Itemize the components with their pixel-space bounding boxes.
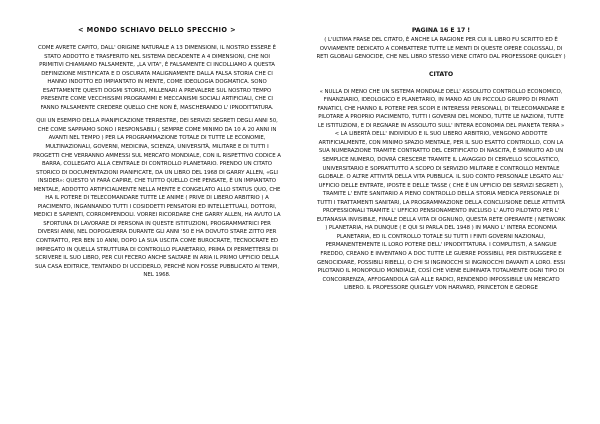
- intro-paragraph: ( L'ULTIMA FRASE DEL CITATO, È ANCHE LA RAGIONE PER CUI IL LIBRO FU SCRITTO ED È OVVIAMENTE DEDICATO A COMBATTERE TUTTE LE MENTI DI QUESTE OPERE COLOSSALI, DI RETI GLOBALI GENOCIDE, CHE NEL LIBRO STESSO VIENE CITATO DAL PROFESSORE QUIGLEY ): [316, 37, 566, 61]
- page-reference-heading: PAGINA 16 E 17 !: [411, 27, 471, 34]
- quote-paragraph: « NULLA DI MENO CHE UN SISTEMA MONDIALE DELL' ASSOLUTO CONTROLLO ECONOMICO, FINANZIARIO, IDEOLOGICO E PLANETARIO, IN MANO AD UN PICCOLO GRUPPO DI PRIVATI FANATICI, CHE HANNO IL POTERE PER SCOPI E INTERESSI PERSONALI, DI TELECOMANDARE E PILOTARE A PROPRIO PIACIMENTO, TUTTI I GOVERNI DEL MONDO, TUTTE LE NAZIONI, TUTTE LE ISTITUZIONI, E DI REGNARE IN ASSOLUTO SULL' INTERA ECONOMIA DEL PIANETA TERRA » < LA LIBERTÀ DELL' INDIVIDUO E IL SUO LIBERO ARBITRIO, VENGONO ADDOTTE ARTIFICIALMENTE, CON MINIMO SPAZIO MENTALE, PER IL SUO ESATTO CONTROLLO, CON LA SUA NUMERAZIONE TRAMITE CONTRATTO DEL CERTIFICATO DI NASCITA, È SMINUITO AD UN SEMPLICE NUMERO, DOVRÀ CRESCERE TRAMITE IL LAVAGGIO DI CERVELLO SCOLASTICO, UNIVERSITARIO E SOPRATTUTTO A SCOPO DI SERVIZIO MILITARE E CONTROLLO MENTALE GLOBALE. O ALTRE ATTIVITÀ DELLA VITA PUBBLICA. IL SUO CONTO PERSONALE LEGATO ALL' UFFICIO DELLE ENTRATE, IPOSTE E DELLE TASSE ( CHE È UN UFFICIO DEI SERVIZI SEGRETI ), TRAMITE L' ENTE SANITARIO A PIENO CONTROLLO DELLA STORIA MEDICA PERSONALE DI TUTTI I TRATTAMENTI SANITARI, LA PROGRAMMAZIONE DELLA CONCLUSIONE DELLE ATTIVITÀ PROFESSIONALI TRAMITE L' UFFICIO PENSIONAMENTO INCLUSO L' AUTO PILOTATO PER L' EUTANASIA INVISIBILE, FINALE DELLA VITA DI OGNUNO, QUESTA RETE OPERANTE ( NETWORK ) PLANETARIA, HA DUNQUE ( E QUI SI PARLA DEL 1948 ) IN MANO L' INTERA ECONOMIA PLANETARIA, ED IL CONTROLLO TOTALE SU TUTTI I FINTI GOVERNI NAZIONALI, PERMANENTEMENTE IL LORO POTERE DELL' IPNODITTATURA. I COMPLITISTI, A SANGUE FREDDO, CREANO E INVENTANO A DOC TUTTE LE GUERRE POSSIBILI, PER DISTRUGGERE E GENOCIDIARE, POSSIBILI RIBELLI, O CHI SI INGINOCCHI SI INGINOCCHI DAVANTI A LORO. ESSI PILOTANO IL MONOPOLIO MONDIALE, COSÌ CHE VIENE ELIMINATA TOTALMENTE OGNI TIPO DI CONCORRENZA, AFFOGANDOLA GIÀ ALLE RADICI, RENDENDO IMPOSSIBILE UN MERCATO LIBERO. IL PROFESSORE QUIGLEY VON HARVARD, PRINCETON E GEORGE: [316, 88, 566, 292]
- page-title: < MONDO SCHIAVO DELLO SPECCHIO >: [78, 26, 236, 34]
- section-title: CITATO: [428, 70, 454, 78]
- left-column: [32, 26, 282, 285]
- paragraph: QUI UN ESEMPIO DELLA PIANIFICAZIONE TERRESTRE, DEI SERVIZI SEGRETI DEGLI ANNI 50, CHE COME SAPPIAMO SONO I RESPONSABILI ( SEMPRE COME MINIMO DA 10 A 20 ANNI IN AVANTI NEL TEMPO ) PER LA PROGRAMMAZIONE TOTALE DI TUTTE LE ECONOMIE, MULTINAZIONALI, GOVERNI, MEDICINA, SCIENZA, UNIVERSITÀ, MILITARE E DI TUTTI I PROGETTI CHE VERRANNO AMMESSI SUL MERCATO MONDIALE, CON IL RISPETTIVO CODICE A BARRA, COLLEGATO ALLA CENTRALE DI CONTROLLO PLANETARIO. PRENDO UN CITATO STORICO DI DOCUMENTAZIONI PIANIFICATE, DA UN LIBRO DEL 1968 DI GARRY ALLEN, «GLI INSIDER»: QUESTO VI FARÀ CAPIRE, CHE TUTTO QUELLO CHE PENSATE, È UN IMPIANTATO MENTALE, ADDOTTO ARTIFICIALMENTE NELLA MENTE E CONGELATO ALLO STATUS QUO, CHE HA IL POTERE DI TELECOMANDARE TUTTE LE ANIME ( PRIVE DI LIBERO ARBITRIO ) A PIACIMENTO, INGANNANDO TUTTI I COSIDDETTI PENSATORI ED INTELLETTUALI, DOTTORI, MEDICI E SAPIENTI, CORROMPENDOLI. VORREI RICORDARE CHE GARRY ALLEN, HA AVUTO LA SFORTUNA DI LAVORARE DI PERSONA IN QUESTE ISTITUZIONI, PROGRAMMATRICI PER DIVERSI ANNI, NEL DOPOGUERRA DURANTE GLI ANNI '50 E HA DOVUTO STARE ZITTO PER CONTRATTO, PER BEN 10 ANNI, DOPO LA SUA USCITA COME BUROCRATE, TECNOCRATE ED IMPIEGATO IN QUELLA STRUTTURA DI CONTROLLO PLANETARIO, PRIMA DI PERMETTERSI DI SCRIVERE IL SUO LIBRO, PER CUI FECERO ANCHE SALTARE IN ARIA IL PRIMO UFFICIO DELLA SUA CASA EDITRICE, TENTANDO DI UCCIDERLO, PERCHÉ NON FOSSE PUBBLICATO AI TEMPI, NEL 1968.: [33, 118, 281, 279]
- paragraph: COME AVRETE CAPITO, DALL' ORIGINE NATURALE A 13 DIMENSIONI, IL NOSTRO ESSERE È STATO ADDOTTO E TRASFERITO NEL SISTEMA DECADENTE A 4 DIMENSIONI, CHE NOI PRIMITIVI CHIAMIAMO FALSAMENTE, „LA VITA", È FALSAMENTE CI INCOLLIAMO A QUESTA DEFINIZIONE MISTIFICATA E D OSCURATA MALIGNAMENTE DALLA FALSA STORIA CHE CI HANNO INDOTTO ED IMPIANTATO IN MENTE, COME IDEOLOGIA DOGMATICA. SONO ESATTAMENTE QUESTI DOGMI STORICI, MILLENARI A PREVALERE SUL NOSTRO TEMPO PRESENTE COME VECCHISSIMI PROGRAMMI E MECCANISMI SOCIALI ARTIFICIALI, CHE CI FANNO FALSAMENTE CREDERE QUELLO CHE NON È, MASCHERANDO L' IPNODITTATURA.: [37, 45, 277, 111]
- right-column: [316, 26, 566, 298]
